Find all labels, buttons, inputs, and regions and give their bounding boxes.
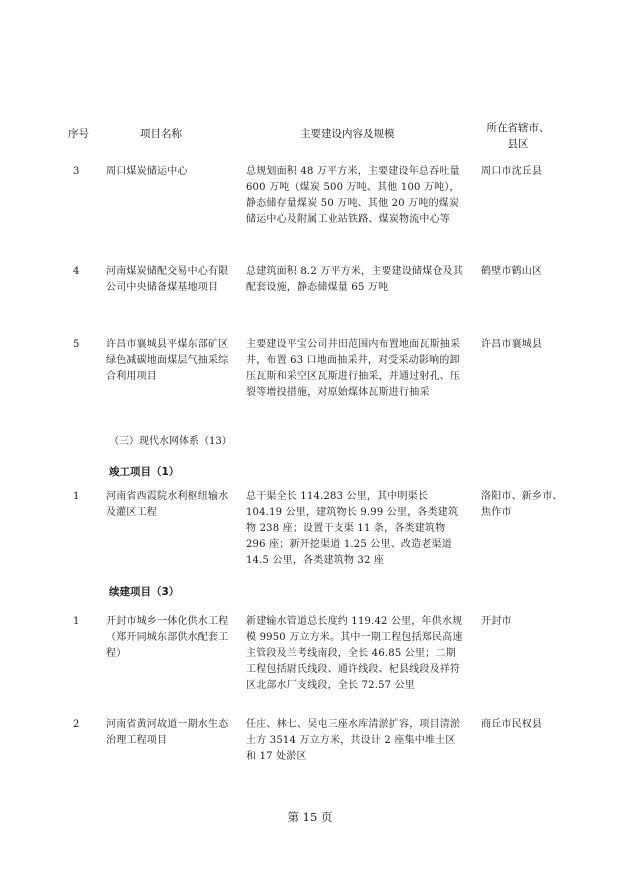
page-number: 第 15 页 xyxy=(287,810,333,824)
row-content: 主要建设平宝公司井田范围内布置地面瓦斯抽采井，布置 63 口地面抽采井，对受采动影响的卸压瓦斯和采空区瓦斯进行抽采，并通过射孔、压裂等增投措施，对原始煤体瓦斯进行抽采 xyxy=(246,339,461,398)
row-location: 周口市沈丘县 xyxy=(481,166,543,177)
row-content: 新建输水管道总长度约 119.42 公里，年供水规模 9950 万立方米。其中一期工程包括郑民高速主管段及兰考线南段，全长 46.85 公里；二期工程包括尉氏线段、通许线段、杞县线段及祥符区北部水厂支线段，全长 72.57 公里 xyxy=(246,616,463,691)
row-number: 2 xyxy=(73,719,80,730)
header-location-line1: 所在省辖市、 xyxy=(486,122,550,134)
row-project-name: 河南煤炭储配交易中心有限公司中央储备煤基地项目 xyxy=(106,266,229,293)
header-main-content: 主要建设内容及规模 xyxy=(300,128,395,140)
subsection-continued: 续建项目（3） xyxy=(109,586,180,598)
row-project-name: 开封市城乡一体化供水工程（郑开同城东部供水配套工程） xyxy=(106,616,229,659)
row-location: 许昌市襄城县 xyxy=(481,339,543,350)
row-number: 5 xyxy=(73,339,80,350)
row-content: 总规划面积 48 万平方米，主要建设年总吞吐量 600 万吨（煤炭 500 万吨、其他 100 万吨），静态储存量煤炭 50 万吨、其他 20 万吨的煤炭储运中心及附属工业站铁路、煤炭物流中心等 xyxy=(246,166,460,225)
header-serial-number: 序号 xyxy=(68,128,89,140)
row-location: 鹤壁市鹤山区 xyxy=(481,266,543,277)
row-content: 总干渠全长 114.283 公里，其中明渠长 104.19 公里，建筑物长 9.99 公里，各类建筑物 238 座；设置干支渠 11 条，各类建筑物 296 座；新开挖渠道 1.25 公里、改造老渠道 14.5 公里，各类建筑物 32 座 xyxy=(246,491,459,566)
row-project-name: 河南省西霞院水利枢纽输水及灌区工程 xyxy=(106,491,229,518)
row-project-name: 许昌市襄城县平煤东部矿区绿色减碳地面煤层气抽采综合利用项目 xyxy=(106,339,229,382)
row-number: 1 xyxy=(73,491,80,502)
row-project-name: 周口煤炭储运中心 xyxy=(106,166,188,177)
section-title: （三）现代水网体系（13） xyxy=(109,436,232,447)
header-location xyxy=(478,120,558,152)
row-location: 开封市 xyxy=(481,616,512,627)
row-content: 任庄、林七、吴屯三座水库清淤扩容，项目清淤土方 3514 万立方米，共设计 2 座集中堆土区和 17 处淤区 xyxy=(246,719,461,762)
header-location-line2: 县区 xyxy=(507,138,529,150)
subsection-completed: 竣工项目（1） xyxy=(109,466,180,478)
row-location: 商丘市民权县 xyxy=(481,719,543,730)
row-number: 4 xyxy=(73,266,80,277)
header-project-name: 项目名称 xyxy=(140,128,182,140)
row-location: 洛阳市、新乡市、焦作市 xyxy=(481,491,563,518)
row-number: 3 xyxy=(73,166,80,177)
row-content: 总建筑面积 8.2 万平方米，主要建设储煤仓及其配套设施，静态储煤量 65 万吨 xyxy=(246,266,464,293)
row-project-name: 河南省黄河故道一期水生态治理工程项目 xyxy=(106,719,229,746)
row-number: 1 xyxy=(73,616,80,627)
